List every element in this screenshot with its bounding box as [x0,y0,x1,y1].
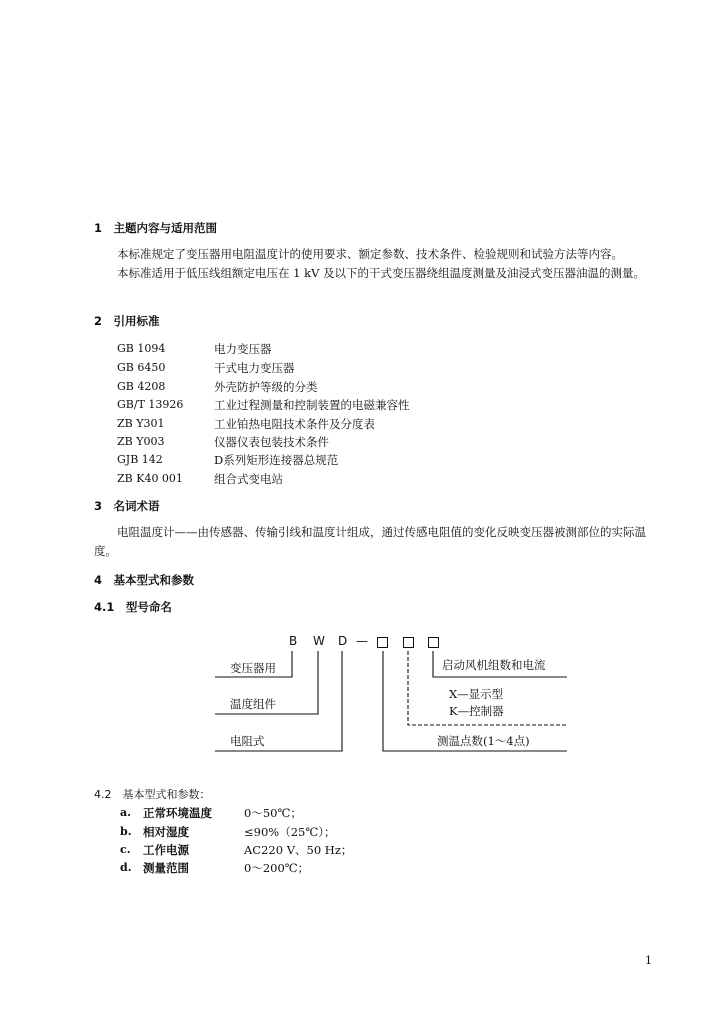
ref-code: GB 4208 [117,380,166,393]
section-2-heading: 2 引用标准 [94,314,160,328]
ref-title: 工业铂热电阻技术条件及分度表 [214,417,375,431]
section-1-para-1: 本标准规定了变压器用电阻温度计的使用要求、额定参数、技术条件、检验规则和试验方法等内容。 [117,247,623,261]
letter-d: D [338,634,348,648]
section-3-para: 电阻温度计——由传感器、传输引线和温度计组成，通过传感电阻值的变化反映变压器被测部位的实际温度。 [94,525,646,558]
param-value: ≤90%（25℃）； [244,825,336,839]
section-4-1-heading: 4.1 型号命名 [94,600,172,614]
ref-code: GB 6450 [117,361,166,374]
section-1-heading: 1 主题内容与适用范围 [94,221,218,235]
ref-title: 外壳防护等级的分类 [214,380,318,394]
param-name: 正常环境温度 [143,806,212,820]
param-letter: a. [120,806,131,819]
param-value: 0～200℃； [244,861,310,875]
ref-code: GB/T 13926 [117,398,184,411]
section-3-heading: 3 名词术语 [94,499,160,513]
section-1-para-2: 本标准适用于低压线组额定电压在 1 kV 及以下的干式变压器绕组温度测量及油浸式变压器油温的测量。 [117,266,646,280]
dash: — [356,634,368,648]
ref-title: 仪器仪表包装技术条件 [214,435,329,449]
param-value: AC220 V、50 Hz； [244,843,353,857]
param-value: 0～50℃； [244,806,302,820]
letter-w: W [313,634,325,648]
ref-title: 电力变压器 [214,342,272,356]
param-name: 测量范围 [143,861,189,875]
section-4-heading: 4 基本型式和参数 [94,573,195,587]
ref-code: GJB 142 [117,453,163,466]
param-name: 工作电源 [143,843,189,857]
ref-code: ZB Y003 [117,435,165,448]
param-letter: c. [120,843,131,856]
label-k: K—控制器 [449,704,504,718]
ref-title: 组合式变电站 [214,472,283,486]
label-temp-component: 温度组件 [230,697,276,711]
ref-title: D系列矩形连接器总规范 [214,453,339,467]
param-name: 相对湿度 [143,825,189,839]
label-x: X—显示型 [449,687,504,701]
label-points: 测温点数(1～4点) [437,734,530,748]
ref-title: 干式电力变压器 [214,361,295,375]
ref-title: 工业过程测量和控制装置的电磁兼容性 [214,398,410,412]
label-fan: 启动风机组数和电流 [442,658,546,672]
ref-code: ZB K40 001 [117,472,183,485]
label-transformer: 变压器用 [230,661,276,675]
param-letter: b. [120,825,132,838]
ref-code: ZB Y301 [117,417,165,430]
page-number: 1 [645,954,652,967]
section-4-2-heading: 4.2 基本型式和参数： [94,788,211,801]
ref-code: GB 1094 [117,342,166,355]
param-letter: d. [120,861,132,874]
label-resistance: 电阻式 [230,734,265,748]
letter-b: B [289,634,298,648]
